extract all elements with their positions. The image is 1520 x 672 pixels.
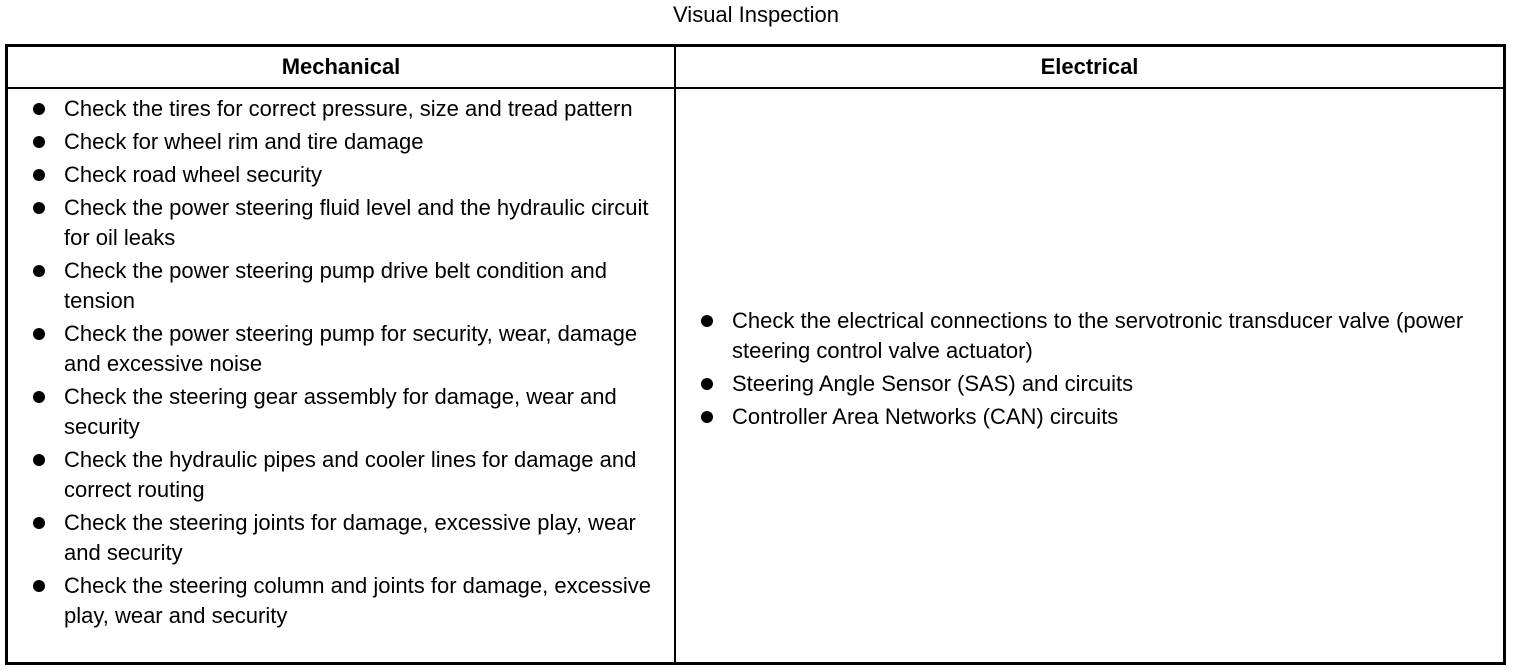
bullet-icon: [33, 580, 45, 592]
list-item: [28, 571, 670, 631]
bullet-icon: [33, 328, 45, 340]
bullet-icon: [701, 378, 713, 390]
list-item-text: Check the tires for correct pressure, size and tread pattern: [64, 96, 633, 121]
list-item-text: Check the power steering pump for security, wear, damage and excessive noise: [64, 321, 638, 376]
list-item: [28, 382, 670, 442]
bullet-icon: [33, 265, 45, 277]
inspection-table: [5, 44, 1506, 665]
list-item-text: Controller Area Networks (CAN) circuits: [732, 404, 1119, 429]
list-item-text: Steering Angle Sensor (SAS) and circuits: [732, 371, 1134, 396]
list-item: [28, 160, 670, 190]
bullet-icon: [33, 202, 45, 214]
list-item-text: Check the steering column and joints for damage, excessive play, wear and security: [64, 573, 651, 628]
electrical-list: [696, 306, 1499, 435]
bullet-icon: [33, 454, 45, 466]
list-item: [696, 402, 1499, 432]
column-header-electrical: Electrical: [676, 47, 1503, 89]
column-header-mechanical: Mechanical: [8, 47, 676, 89]
list-item-text: Check the power steering pump drive belt condition and tension: [64, 258, 607, 313]
mechanical-cell: [8, 89, 676, 662]
list-item-text: Check road wheel security: [64, 162, 323, 187]
list-item: [28, 94, 670, 124]
list-item: [28, 193, 670, 253]
table-caption: Visual Inspection: [673, 2, 839, 27]
bullet-icon: [33, 103, 45, 115]
list-item-text: Check for wheel rim and tire damage: [64, 129, 424, 154]
bullet-icon: [701, 315, 713, 327]
bullet-icon: [701, 411, 713, 423]
bullet-icon: [33, 136, 45, 148]
list-item: [28, 127, 670, 157]
bullet-icon: [33, 517, 45, 529]
list-item: [28, 256, 670, 316]
list-item: [28, 319, 670, 379]
list-item: [696, 306, 1499, 366]
list-item-text: Check the electrical connections to the servotronic transducer valve (power steering control valve actuator): [732, 308, 1464, 363]
list-item-text: Check the steering gear assembly for damage, wear and security: [64, 384, 617, 439]
list-item: [28, 445, 670, 505]
bullet-icon: [33, 169, 45, 181]
list-item-text: Check the hydraulic pipes and cooler lines for damage and correct routing: [64, 447, 637, 502]
list-item-text: Check the steering joints for damage, excessive play, wear and security: [64, 510, 636, 565]
bullet-icon: [33, 391, 45, 403]
mechanical-list: [28, 94, 670, 631]
electrical-cell: [676, 89, 1503, 662]
list-item-text: Check the power steering fluid level and the hydraulic circuit for oil leaks: [64, 195, 649, 250]
list-item: [28, 508, 670, 568]
list-item: [696, 369, 1499, 399]
